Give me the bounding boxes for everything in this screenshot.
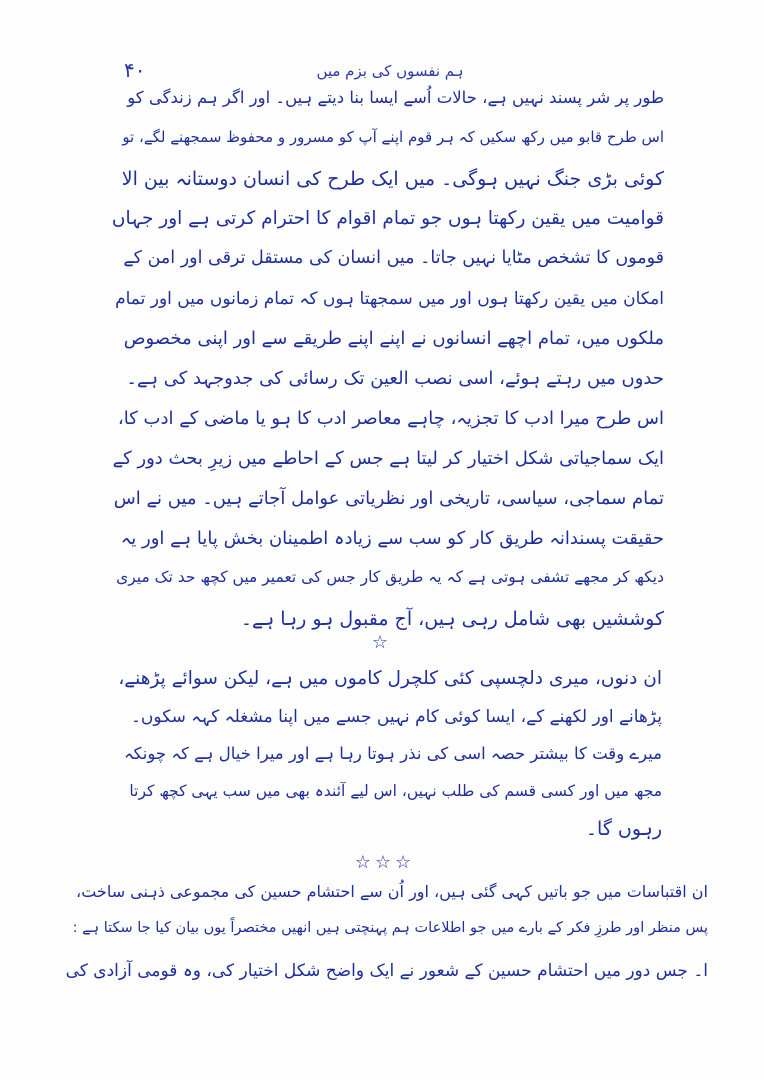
text-line: پس منظر اور طرزِ فکر کے بارے میں جو اطلاعات ہم پہنچتی ہیں انھیں مختصراً یوں بیان کیا جا سکتا ہے : [72, 920, 708, 936]
paragraph-1 [112, 88, 664, 628]
text-line: حدوں میں رہتے ہوئے، اسی نصب العین تک رسائی کی جدوجہد کی ہے۔ [126, 368, 664, 389]
text-line: قوامیت میں یقین رکھتا ہوں جو تمام اقوام کا احترام کرتی ہے اور جہاں [111, 208, 664, 229]
text-line: دیکھ کر مجھے تشفی ہوتی ہے کہ یہ طریق کار جس کی تعمیر میں کچھ حد تک میری [116, 568, 664, 586]
text-line: طور پر شر پسند نہیں ہے، حالات اُسے ایسا بنا دیتے ہیں۔ اور اگر ہم زندگی کو [127, 88, 664, 107]
text-line: کوئی بڑی جنگ نہیں ہوگی۔ میں ایک طرح کی انسان دوستانہ بین الا [121, 168, 664, 190]
running-head: ہم نفسوں کی بزم میں [316, 62, 464, 80]
text-line: مجھ میں اور کسی قسم کی طلب نہیں، اس لیے آئندہ بھی میں سب یہی کچھ کرتا [129, 782, 662, 800]
text-line: رہوں گا۔ [585, 818, 662, 840]
section-separator-stars: ☆☆☆ [354, 852, 416, 873]
section-separator-star: ☆ [371, 632, 393, 653]
page-number: ۴۰ [124, 58, 146, 82]
text-line: میرے وقت کا بیشتر حصہ اسی کی نذر ہوتا رہا ہے اور میرا خیال ہے کہ چونکہ [124, 744, 662, 763]
text-line: ان دنوں، میری دلچسپی کئی کلچرل کاموں میں ہے، لیکن سوائے پڑھنے، [118, 668, 662, 689]
text-line: امکان میں یقین رکھتا ہوں اور میں سمجھتا ہوں کہ تمام زمانوں میں اور تمام [115, 289, 664, 309]
text-line: اس طرح میرا ادب کا تجزیہ، چاہے معاصر ادب کا ہو یا ماضی کے ادب کا، [117, 408, 664, 429]
paragraph-3 [58, 882, 708, 1012]
text-line: حقیقت پسندانہ طریق کار کو سب سے زیادہ اطمینان بخش پایا ہے اور یہ [120, 528, 664, 549]
text-line: کوششیں بھی شامل رہی ہیں، آج مقبول ہو رہا ہے۔ [240, 608, 664, 630]
text-line: تمام سماجی، سیاسی، تاریخی اور نظریاتی عوامل آجاتے ہیں۔ میں نے اس [113, 488, 664, 509]
paragraph-2 [118, 668, 662, 838]
text-line: ملکوں میں، تمام اچھے انسانوں نے اپنے اپنے طریقے سے اور اپنی مخصوص [123, 328, 664, 349]
text-line: پڑھانے اور لکھنے کے، ایسا کوئی کام نہیں جسے میں اپنا مشغلہ کہہ سکوں۔ [130, 707, 662, 727]
text-line: اس طرح قابو میں رکھ سکیں کہ ہر قوم اپنے آپ کو مسرور و محفوظ سمجھنے لگے، تو [122, 128, 664, 146]
text-line: ا۔ جس دور میں احتشام حسین کے شعور نے ایک واضح شکل اختیار کی، وہ قومی آزادی کی [65, 961, 708, 981]
text-line: ایک سماجیاتی شکل اختیار کر لیتا ہے جس کے احاطے میں زیرِ بحث دور کے [112, 448, 664, 469]
text-line: قوموں کا تشخص مٹایا نہیں جاتا۔ میں انسان کی مستقل ترقی اور امن کے [123, 248, 664, 268]
text-line: ان اقتباسات میں جو باتیں کہی گئی ہیں، اور اُن سے احتشام حسین کی مجموعی ذہنی ساخت، [76, 882, 708, 901]
